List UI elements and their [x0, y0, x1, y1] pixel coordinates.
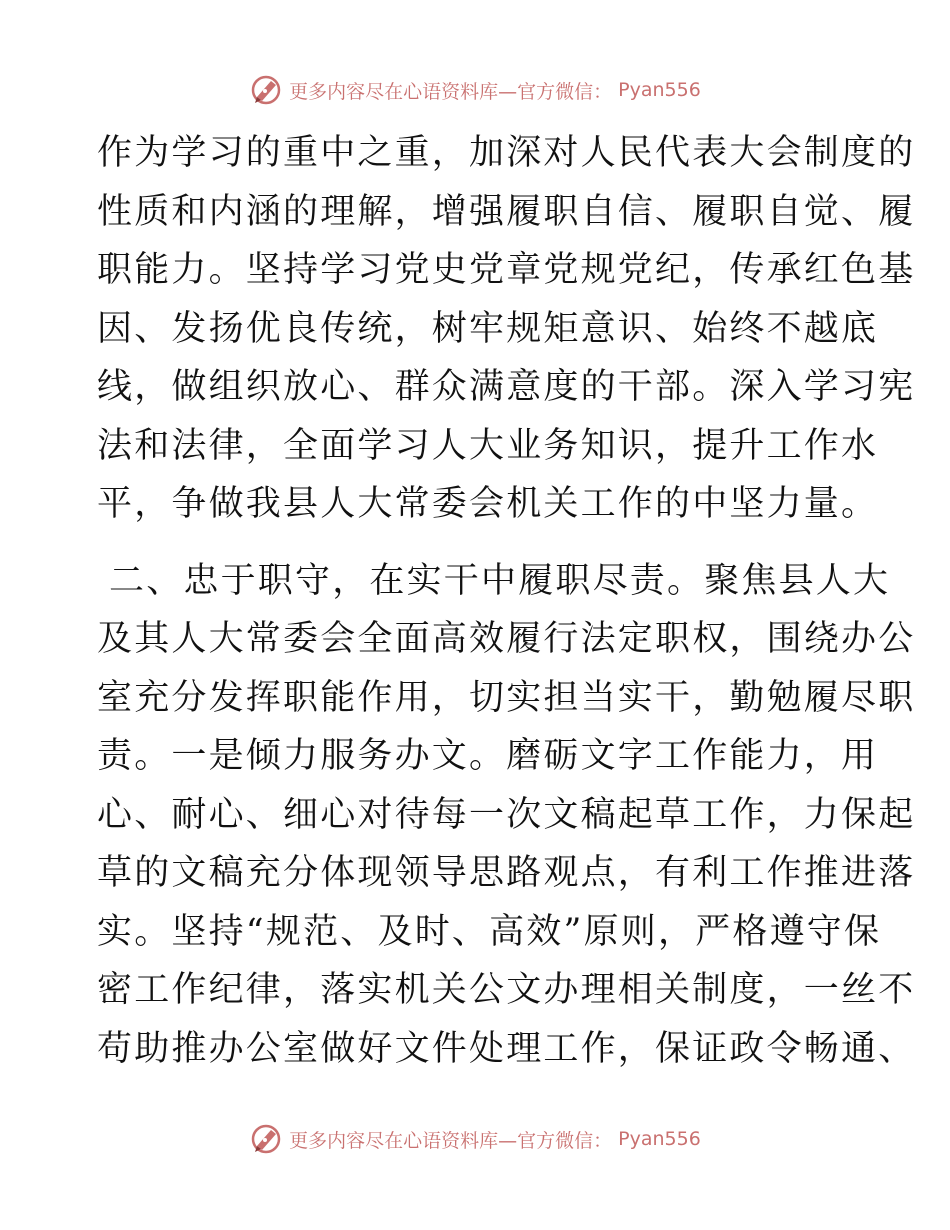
watermark-handle: Pyan556 [618, 79, 701, 101]
watermark-text: 更多内容尽在心语资料库—官方微信： [289, 80, 613, 103]
text-line: 密工作纪律，落实机关公文办理相关制度，一丝不 [97, 970, 916, 1010]
text-line: 因、发扬优良传统，树牢规矩意识、始终不越底 [97, 308, 879, 349]
text-line: 职能力。坚持学习党史党章党规党纪，传承红色基 [97, 250, 916, 290]
text-line: 性质和内涵的理解，增强履职自信、履职自觉、履 [97, 191, 916, 232]
text-line: 室充分发挥职能作用，切实担当实干，勤勉履尽职 [97, 677, 916, 718]
text-line: 及其人大常委会全面高效履行法定职权，围绕办公 [97, 619, 916, 659]
text-line: 责。一是倾力服务办文。磨砺文字工作能力，用 [97, 736, 879, 776]
pen-logo-icon [249, 73, 283, 107]
watermark-handle: Pyan556 [618, 1128, 701, 1150]
watermark-text: 更多内容尽在心语资料库—官方微信： [289, 1129, 613, 1152]
pen-logo-icon [249, 1122, 283, 1156]
text-line: 二、忠于职守，在实干中履职尽责。聚焦县人大 [109, 560, 891, 601]
paragraph-2 [97, 552, 916, 1079]
body-text [97, 124, 916, 1078]
header-watermark [0, 73, 950, 107]
paragraph-1 [97, 124, 916, 534]
text-line: 苟助推办公室做好文件处理工作，保证政令畅通、 [97, 1028, 916, 1069]
text-line: 心、耐心、细心对待每一次文稿起草工作，力保起 [97, 794, 916, 835]
text-line: 平，争做我县人大常委会机关工作的中坚力量。 [97, 484, 879, 524]
text-line: 作为学习的重中之重，加深对人民代表大会制度的 [97, 133, 916, 173]
text-line: 法和法律，全面学习人大业务知识，提升工作水 [97, 425, 879, 466]
text-line: 实。坚持“规范、及时、高效”原则，严格遵守保 [97, 911, 882, 952]
footer-watermark [0, 1122, 950, 1156]
text-line: 草的文稿充分体现领导思路观点，有利工作推进落 [97, 853, 916, 893]
text-line: 线，做组织放心、群众满意度的干部。深入学习宪 [97, 367, 916, 407]
